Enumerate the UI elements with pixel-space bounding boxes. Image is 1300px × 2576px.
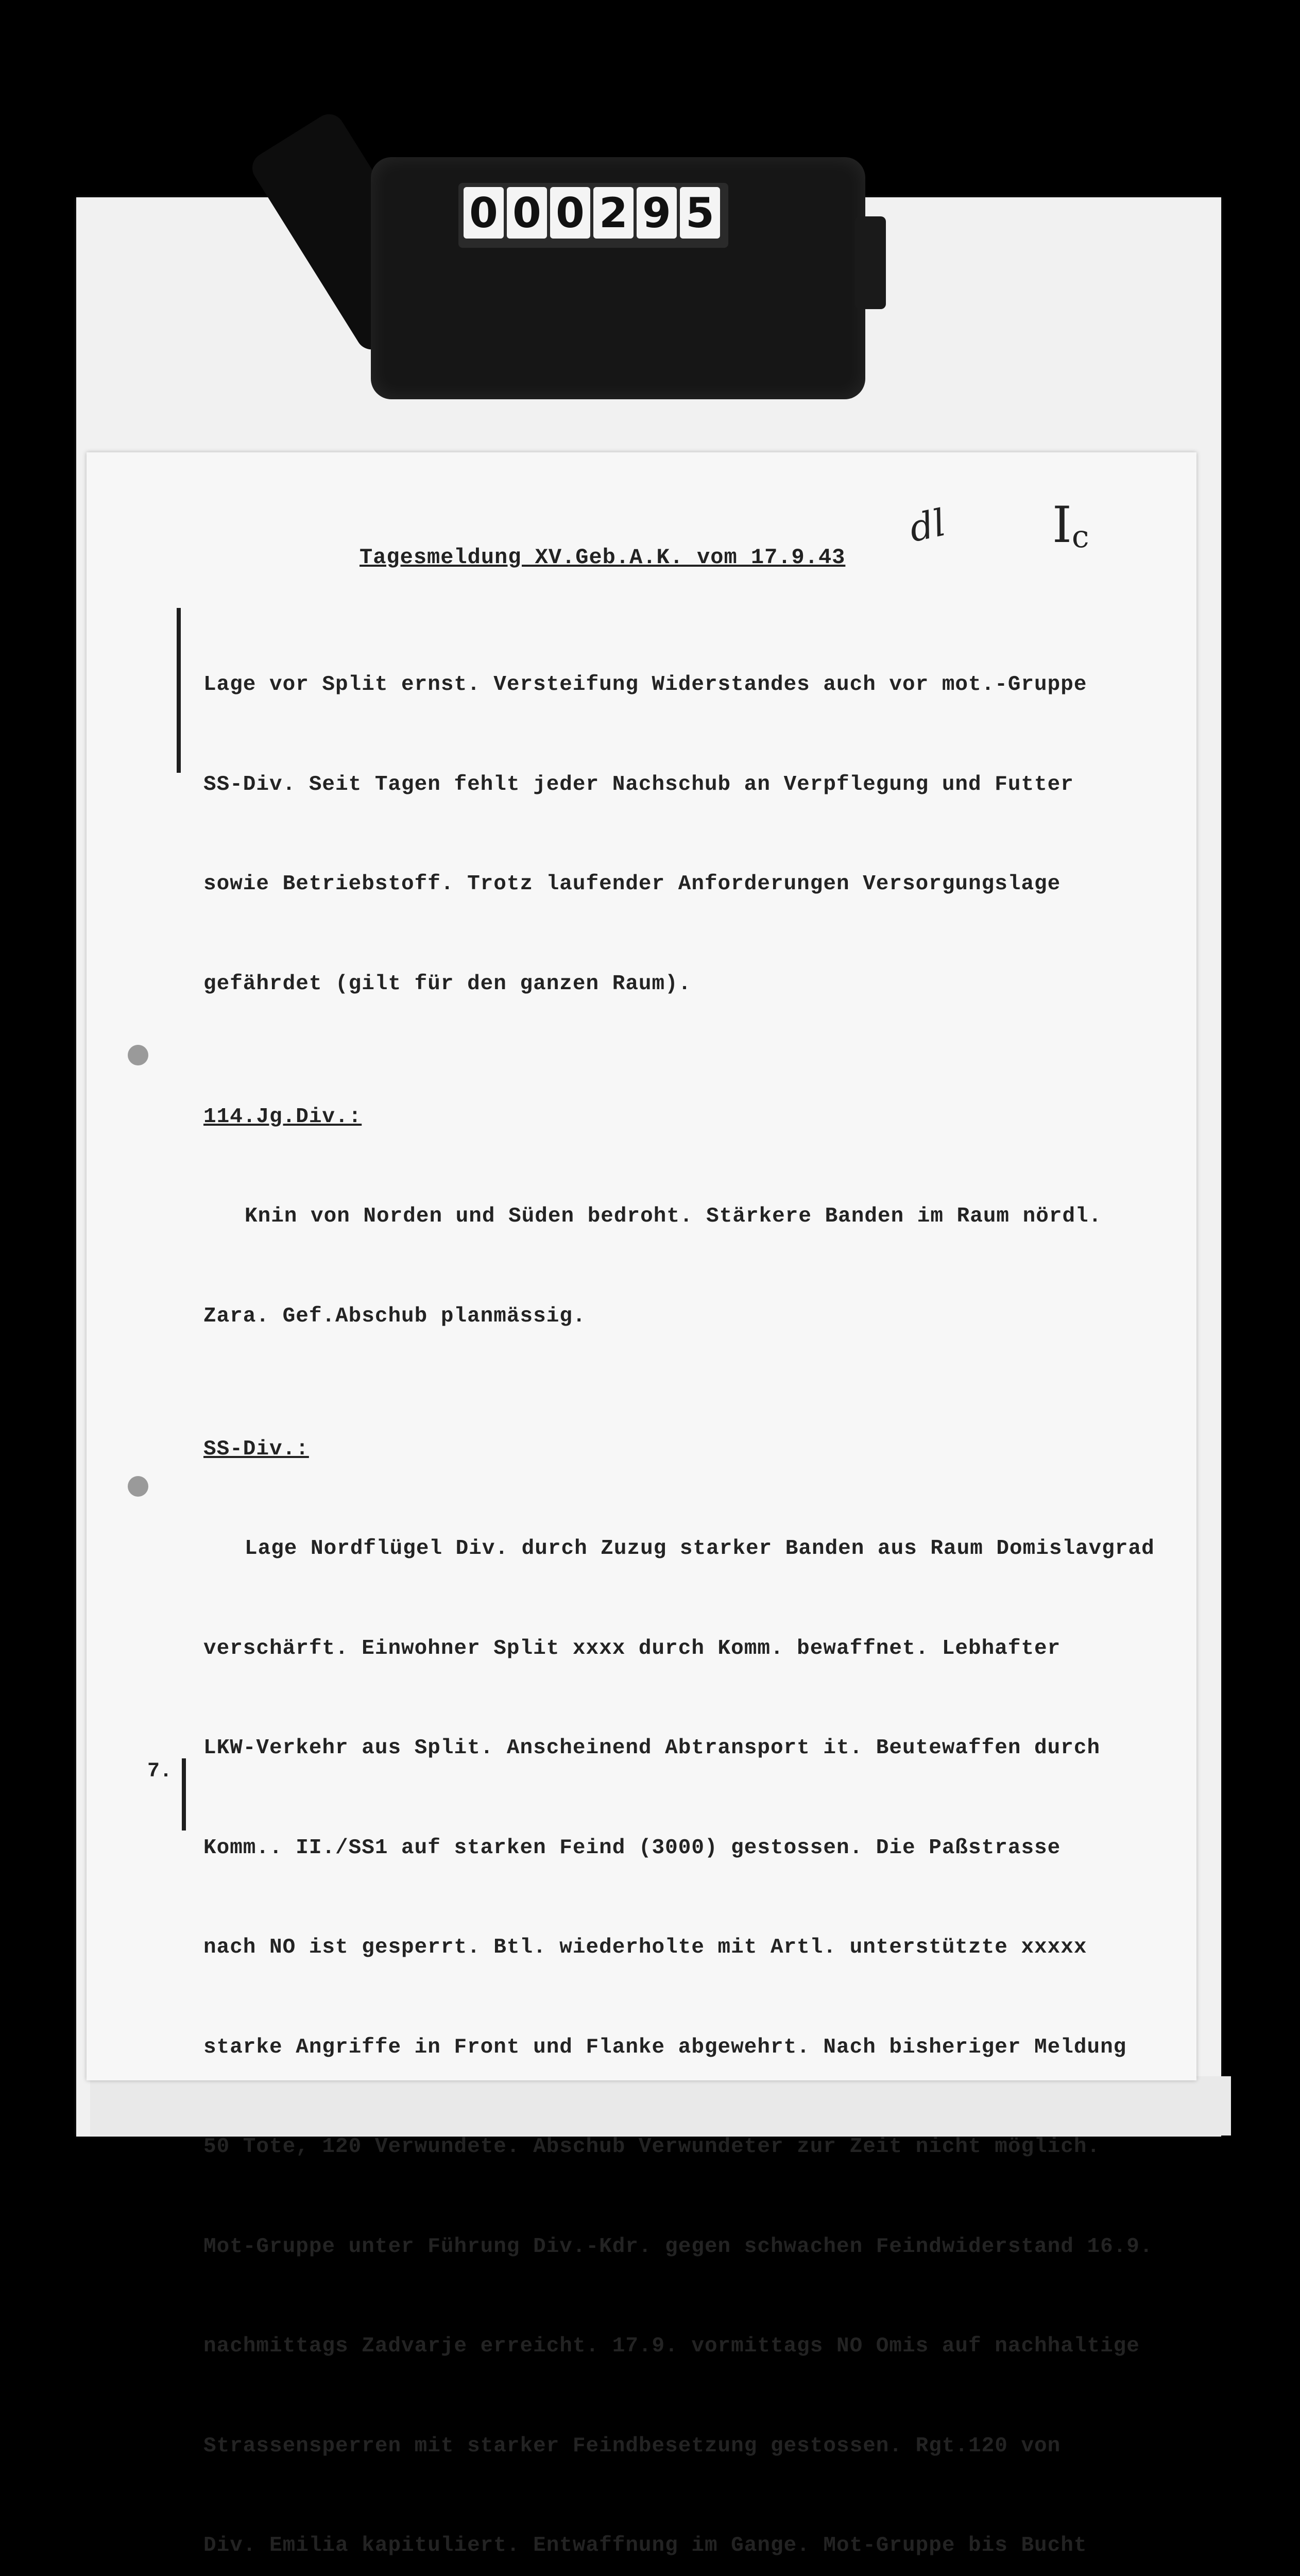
section-line: nach NO ist gesperrt. Btl. wiederholte mit Artl. unterstützte xxxxx [203, 1936, 1087, 1959]
handwritten-initials: dl [905, 500, 950, 551]
section-heading: 114.Jg.Div.: [203, 1105, 362, 1129]
counter-digit: 2 [593, 187, 634, 239]
counter-hinge [855, 216, 886, 309]
classification-letter: I [1052, 496, 1072, 554]
intro-line: sowie Betriebstoff. Trotz laufender Anforderungen Versorgungslage [203, 872, 1061, 896]
margin-mark-intro [177, 608, 181, 773]
section-heading: SS-Div.: [203, 1437, 309, 1461]
counter-digit: 0 [464, 187, 504, 239]
section-line: LKW-Verkehr aus Split. Anscheinend Abtransport it. Beutewaffen durch [203, 1736, 1101, 1760]
document-title: Tagesmeldung XV.Geb.A.K. vom 17.9.43 [360, 545, 846, 570]
section-line: Lage Nordflügel Div. durch Zuzug starker Banden aus Raum Domislavgrad [245, 1537, 1155, 1561]
intro-line: gefährdet (gilt für den ganzen Raum). [203, 972, 692, 996]
intro-line: SS-Div. Seit Tagen fehlt jeder Nachschub an Verpflegung und Futter [203, 772, 1074, 796]
counter-digit: 0 [550, 187, 590, 239]
counter-digit: 9 [637, 187, 677, 239]
punch-hole [128, 1476, 148, 1497]
counter-digit: 0 [507, 187, 547, 239]
section-line: nachmittags Zadvarje erreicht. 17.9. vormittags NO Omis auf nachhaltige [203, 2334, 1140, 2358]
frame-counter-display [458, 183, 728, 248]
margin-mark-final [182, 1758, 186, 1831]
page-number-mark: 7. [147, 1760, 173, 1783]
section-line: verschärft. Einwohner Split xxxx durch Komm. bewaffnet. Lebhafter [203, 1636, 1061, 1660]
section-line: 50 Tote, 120 Verwundete. Abschub Verwundeter zur Zeit nicht möglich. [203, 2135, 1101, 2159]
report-body [203, 602, 1182, 2576]
section-line: Mot-Gruppe unter Führung Div.-Kdr. gegen schwachen Feindwiderstand 16.9. [203, 2234, 1153, 2259]
classification-subscript: c [1071, 519, 1089, 555]
report-document [87, 452, 1196, 2557]
counter-digit: 5 [680, 187, 720, 239]
section-line: Knin von Norden und Süden bedroht. Stärkere Banden im Raum nördl. [245, 1205, 1102, 1228]
section-line: Zara. Gef.Abschub planmässig. [203, 1304, 586, 1328]
handwritten-classification [1052, 496, 1089, 555]
section-line: Komm.. II./SS1 auf starken Feind (3000) gestossen. Die Paßstrasse [203, 1836, 1061, 1860]
punch-hole [128, 1045, 148, 1065]
section-line: Strassensperren mit starker Feindbesetzung gestossen. Rgt.120 von [203, 2434, 1061, 2458]
section-line: Div. Emilia kapituliert. Entwaffnung im Gange. Mot-Gruppe bis Bucht [203, 2534, 1087, 2557]
intro-line: Lage vor Split ernst. Versteifung Widerstandes auch vor mot.-Gruppe [203, 673, 1087, 697]
section-line: starke Angriffe in Front und Flanke abgewehrt. Nach bisheriger Meldung [203, 2035, 1127, 2059]
